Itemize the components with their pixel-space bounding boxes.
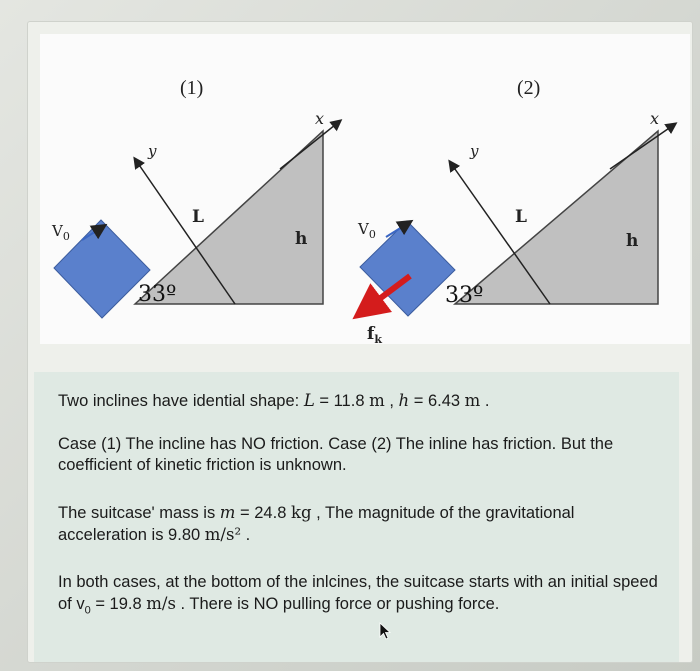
paragraph-cases: Case (1) The incline has NO friction. Case (2) The inline has friction. But the coefficient of kinetic friction is unknown. bbox=[58, 435, 614, 474]
case2-height-label: h bbox=[626, 231, 639, 251]
paragraph-dimensions: Two inclines have idential shape: L = 11.8 m , h = 6.43 m . bbox=[58, 391, 490, 410]
case2-length-label: L bbox=[515, 207, 527, 227]
friction-label: $f_k$ bbox=[367, 324, 382, 344]
mouse-cursor-icon bbox=[379, 622, 393, 640]
case2-label: (2) bbox=[517, 77, 541, 99]
case2-v0-label: $V_0$ bbox=[358, 220, 376, 241]
case2-y-label: y bbox=[470, 142, 479, 160]
figure-panel bbox=[40, 34, 690, 344]
case1-angle-label: 33º bbox=[138, 282, 177, 307]
question-card bbox=[28, 22, 692, 662]
case1-y-label: y bbox=[148, 142, 157, 160]
case2-angle-label: 33º bbox=[445, 283, 484, 308]
case2-x-label: x bbox=[650, 109, 660, 128]
problem-text-panel bbox=[34, 372, 679, 662]
case1-height-label: h bbox=[295, 229, 308, 249]
case1-label: (1) bbox=[180, 77, 204, 99]
case1-v0-label: $V_0$ bbox=[52, 222, 70, 243]
case1-length-label: L bbox=[192, 207, 204, 227]
case1-x-label: x bbox=[315, 109, 325, 128]
incline-diagram bbox=[40, 34, 690, 344]
paragraph-initial-speed: In both cases, at the bottom of the inlcines, the suitcase starts with an initial speed of $v_0 = 19.8$ m/s . There is NO pulling force or pushing force. bbox=[58, 573, 658, 617]
paragraph-mass: The suitcase' mass is m = 24.8 kg , The magnitude of the gravitational acceleration is 9.80 m/s² . bbox=[58, 503, 575, 544]
